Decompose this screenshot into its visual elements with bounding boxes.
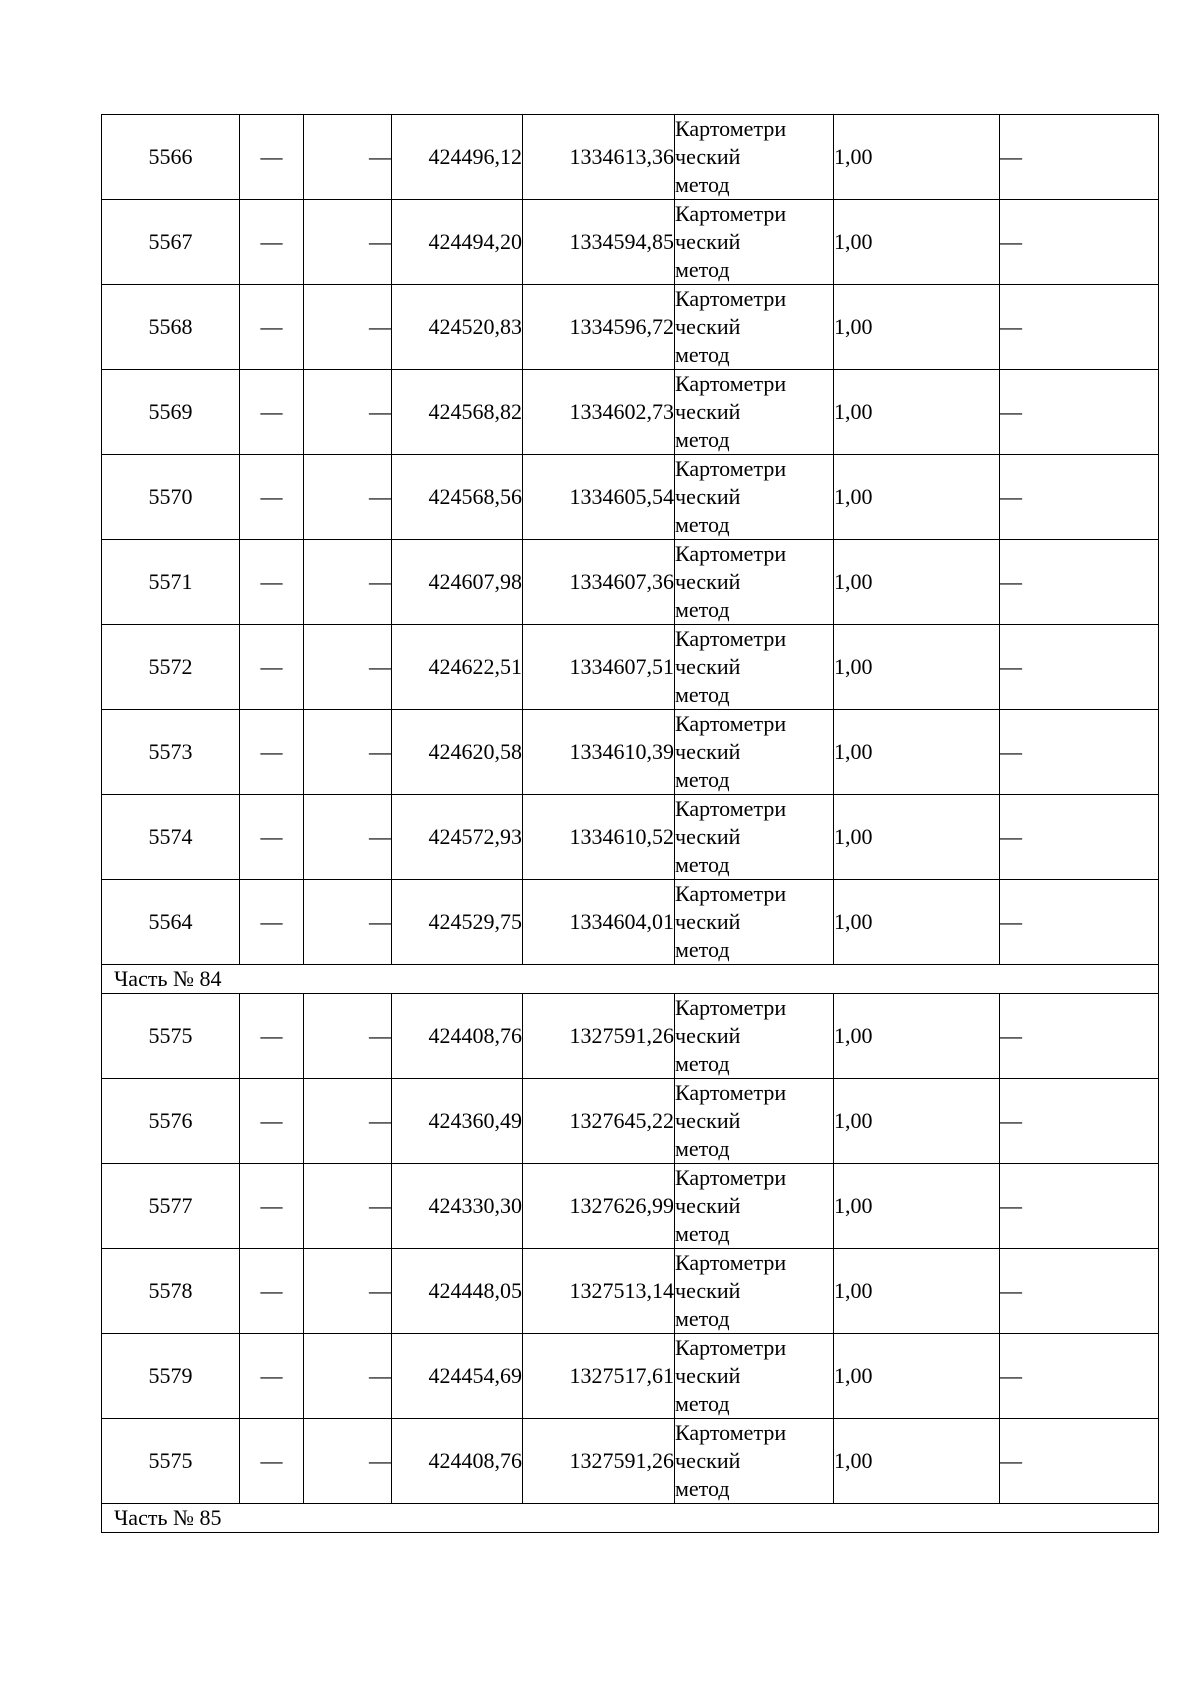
accuracy-value: 1,00 xyxy=(834,1164,1000,1249)
old-y-cell: — xyxy=(304,994,392,1079)
description-cell: — xyxy=(1000,285,1159,370)
point-number: 5577 xyxy=(102,1164,240,1249)
x-coordinate: 424568,56 xyxy=(392,455,523,540)
method-text-line: метод xyxy=(675,1221,730,1246)
old-y-cell: — xyxy=(304,285,392,370)
x-coordinate: 424494,20 xyxy=(392,200,523,285)
accuracy-value: 1,00 xyxy=(834,115,1000,200)
description-cell: — xyxy=(1000,795,1159,880)
method-text-line: метод xyxy=(675,767,730,792)
old-y-cell: — xyxy=(304,370,392,455)
method-cell xyxy=(675,710,834,795)
description-cell: — xyxy=(1000,455,1159,540)
y-coordinate: 1334607,36 xyxy=(523,540,675,625)
method-text-line: метод xyxy=(675,937,730,962)
table-row xyxy=(102,880,1159,965)
method-cell xyxy=(675,115,834,200)
old-x-cell: — xyxy=(240,880,304,965)
accuracy-value: 1,00 xyxy=(834,710,1000,795)
x-coordinate: 424529,75 xyxy=(392,880,523,965)
old-y-cell: — xyxy=(304,1079,392,1164)
x-coordinate: 424620,58 xyxy=(392,710,523,795)
accuracy-value: 1,00 xyxy=(834,370,1000,455)
table-row xyxy=(102,370,1159,455)
method-text-line: метод xyxy=(675,1476,730,1501)
method-text-line: ческий xyxy=(675,1108,741,1133)
method-text-line: метод xyxy=(675,682,730,707)
method-text-line: ческий xyxy=(675,1023,741,1048)
part-label: Часть № 85 xyxy=(102,1504,1159,1533)
method-text-line: Картометри xyxy=(675,626,787,651)
method-cell xyxy=(675,880,834,965)
point-number: 5568 xyxy=(102,285,240,370)
table-row xyxy=(102,115,1159,200)
table-row xyxy=(102,710,1159,795)
method-text-line: метод xyxy=(675,172,730,197)
x-coordinate: 424572,93 xyxy=(392,795,523,880)
accuracy-value: 1,00 xyxy=(834,625,1000,710)
method-cell xyxy=(675,455,834,540)
method-text-line: Картометри xyxy=(675,995,787,1020)
accuracy-value: 1,00 xyxy=(834,285,1000,370)
description-cell: — xyxy=(1000,1249,1159,1334)
method-cell xyxy=(675,994,834,1079)
old-x-cell: — xyxy=(240,200,304,285)
description-cell: — xyxy=(1000,880,1159,965)
y-coordinate: 1327645,22 xyxy=(523,1079,675,1164)
old-x-cell: — xyxy=(240,710,304,795)
table-body xyxy=(102,115,1159,1533)
method-text-line: метод xyxy=(675,512,730,537)
x-coordinate: 424360,49 xyxy=(392,1079,523,1164)
method-text-line: Картометри xyxy=(675,541,787,566)
table-row xyxy=(102,1164,1159,1249)
table-row xyxy=(102,1334,1159,1419)
method-text-line: Картометри xyxy=(675,116,787,141)
method-text-line: Картометри xyxy=(675,371,787,396)
description-cell: — xyxy=(1000,710,1159,795)
description-cell: — xyxy=(1000,994,1159,1079)
method-text-line: Картометри xyxy=(675,1165,787,1190)
y-coordinate: 1327591,26 xyxy=(523,1419,675,1504)
y-coordinate: 1334610,52 xyxy=(523,795,675,880)
method-text-line: метод xyxy=(675,427,730,452)
y-coordinate: 1334613,36 xyxy=(523,115,675,200)
x-coordinate: 424454,69 xyxy=(392,1334,523,1419)
old-y-cell: — xyxy=(304,455,392,540)
method-cell xyxy=(675,1079,834,1164)
method-cell xyxy=(675,1334,834,1419)
old-y-cell: — xyxy=(304,1164,392,1249)
old-x-cell: — xyxy=(240,994,304,1079)
point-number: 5578 xyxy=(102,1249,240,1334)
old-y-cell: — xyxy=(304,200,392,285)
method-text-line: Картометри xyxy=(675,1420,787,1445)
y-coordinate: 1327626,99 xyxy=(523,1164,675,1249)
method-cell xyxy=(675,200,834,285)
old-x-cell: — xyxy=(240,625,304,710)
y-coordinate: 1334594,85 xyxy=(523,200,675,285)
old-y-cell: — xyxy=(304,625,392,710)
method-text-line: метод xyxy=(675,852,730,877)
method-text-line: Картометри xyxy=(675,1250,787,1275)
table-row xyxy=(102,285,1159,370)
old-y-cell: — xyxy=(304,880,392,965)
method-text-line: ческий xyxy=(675,909,741,934)
method-text-line: Картометри xyxy=(675,881,787,906)
old-x-cell: — xyxy=(240,1419,304,1504)
method-cell xyxy=(675,795,834,880)
method-text-line: ческий xyxy=(675,824,741,849)
description-cell: — xyxy=(1000,1164,1159,1249)
method-text-line: ческий xyxy=(675,739,741,764)
point-number: 5567 xyxy=(102,200,240,285)
x-coordinate: 424330,30 xyxy=(392,1164,523,1249)
description-cell: — xyxy=(1000,1419,1159,1504)
y-coordinate: 1327591,26 xyxy=(523,994,675,1079)
part-header-row xyxy=(102,965,1159,994)
description-cell: — xyxy=(1000,200,1159,285)
point-number: 5574 xyxy=(102,795,240,880)
description-cell: — xyxy=(1000,625,1159,710)
part-header-row xyxy=(102,1504,1159,1533)
y-coordinate: 1334604,01 xyxy=(523,880,675,965)
method-text-line: Картометри xyxy=(675,1335,787,1360)
accuracy-value: 1,00 xyxy=(834,1419,1000,1504)
accuracy-value: 1,00 xyxy=(834,200,1000,285)
old-y-cell: — xyxy=(304,540,392,625)
y-coordinate: 1327513,14 xyxy=(523,1249,675,1334)
method-text-line: ческий xyxy=(675,1448,741,1473)
description-cell: — xyxy=(1000,115,1159,200)
method-text-line: ческий xyxy=(675,569,741,594)
old-x-cell: — xyxy=(240,1164,304,1249)
x-coordinate: 424622,51 xyxy=(392,625,523,710)
description-cell: — xyxy=(1000,370,1159,455)
old-y-cell: — xyxy=(304,795,392,880)
table-row xyxy=(102,625,1159,710)
method-cell xyxy=(675,1419,834,1504)
point-number: 5572 xyxy=(102,625,240,710)
method-text-line: метод xyxy=(675,1391,730,1416)
point-number: 5575 xyxy=(102,994,240,1079)
y-coordinate: 1334610,39 xyxy=(523,710,675,795)
point-number: 5569 xyxy=(102,370,240,455)
x-coordinate: 424408,76 xyxy=(392,994,523,1079)
method-text-line: Картометри xyxy=(675,286,787,311)
old-x-cell: — xyxy=(240,1079,304,1164)
point-number: 5566 xyxy=(102,115,240,200)
old-x-cell: — xyxy=(240,1334,304,1419)
point-number: 5564 xyxy=(102,880,240,965)
method-cell xyxy=(675,625,834,710)
method-text-line: ческий xyxy=(675,229,741,254)
method-text-line: метод xyxy=(675,257,730,282)
accuracy-value: 1,00 xyxy=(834,880,1000,965)
old-y-cell: — xyxy=(304,1419,392,1504)
accuracy-value: 1,00 xyxy=(834,1249,1000,1334)
x-coordinate: 424568,82 xyxy=(392,370,523,455)
table-row xyxy=(102,1249,1159,1334)
method-text-line: метод xyxy=(675,1306,730,1331)
point-number: 5576 xyxy=(102,1079,240,1164)
method-cell xyxy=(675,285,834,370)
method-text-line: метод xyxy=(675,1051,730,1076)
accuracy-value: 1,00 xyxy=(834,795,1000,880)
table-row xyxy=(102,1419,1159,1504)
accuracy-value: 1,00 xyxy=(834,1334,1000,1419)
y-coordinate: 1334607,51 xyxy=(523,625,675,710)
method-text-line: ческий xyxy=(675,1363,741,1388)
point-number: 5579 xyxy=(102,1334,240,1419)
method-text-line: ческий xyxy=(675,484,741,509)
table-row xyxy=(102,795,1159,880)
method-text-line: Картометри xyxy=(675,201,787,226)
method-text-line: ческий xyxy=(675,654,741,679)
method-text-line: метод xyxy=(675,1136,730,1161)
method-text-line: ческий xyxy=(675,1278,741,1303)
x-coordinate: 424496,12 xyxy=(392,115,523,200)
method-cell xyxy=(675,540,834,625)
description-cell: — xyxy=(1000,1334,1159,1419)
description-cell: — xyxy=(1000,1079,1159,1164)
method-text-line: ческий xyxy=(675,399,741,424)
y-coordinate: 1334596,72 xyxy=(523,285,675,370)
method-cell xyxy=(675,1249,834,1334)
x-coordinate: 424520,83 xyxy=(392,285,523,370)
table-row xyxy=(102,455,1159,540)
method-text-line: Картометри xyxy=(675,711,787,736)
point-number: 5570 xyxy=(102,455,240,540)
x-coordinate: 424448,05 xyxy=(392,1249,523,1334)
y-coordinate: 1334605,54 xyxy=(523,455,675,540)
x-coordinate: 424408,76 xyxy=(392,1419,523,1504)
method-text-line: Картометри xyxy=(675,1080,787,1105)
method-text-line: ческий xyxy=(675,1193,741,1218)
method-cell xyxy=(675,370,834,455)
old-x-cell: — xyxy=(240,285,304,370)
x-coordinate: 424607,98 xyxy=(392,540,523,625)
table-row xyxy=(102,1079,1159,1164)
description-cell: — xyxy=(1000,540,1159,625)
method-text-line: Картометри xyxy=(675,456,787,481)
old-x-cell: — xyxy=(240,540,304,625)
table-row xyxy=(102,540,1159,625)
old-x-cell: — xyxy=(240,115,304,200)
point-number: 5575 xyxy=(102,1419,240,1504)
old-y-cell: — xyxy=(304,1249,392,1334)
old-y-cell: — xyxy=(304,115,392,200)
old-x-cell: — xyxy=(240,370,304,455)
table-row xyxy=(102,994,1159,1079)
method-text-line: ческий xyxy=(675,144,741,169)
old-x-cell: — xyxy=(240,1249,304,1334)
accuracy-value: 1,00 xyxy=(834,994,1000,1079)
accuracy-value: 1,00 xyxy=(834,455,1000,540)
method-text-line: метод xyxy=(675,597,730,622)
y-coordinate: 1327517,61 xyxy=(523,1334,675,1419)
old-x-cell: — xyxy=(240,795,304,880)
old-y-cell: — xyxy=(304,1334,392,1419)
coordinates-table xyxy=(101,114,1159,1533)
accuracy-value: 1,00 xyxy=(834,540,1000,625)
accuracy-value: 1,00 xyxy=(834,1079,1000,1164)
part-label: Часть № 84 xyxy=(102,965,1159,994)
point-number: 5571 xyxy=(102,540,240,625)
y-coordinate: 1334602,73 xyxy=(523,370,675,455)
method-text-line: метод xyxy=(675,342,730,367)
table-row xyxy=(102,200,1159,285)
method-text-line: ческий xyxy=(675,314,741,339)
method-text-line: Картометри xyxy=(675,796,787,821)
point-number: 5573 xyxy=(102,710,240,795)
method-cell xyxy=(675,1164,834,1249)
old-y-cell: — xyxy=(304,710,392,795)
old-x-cell: — xyxy=(240,455,304,540)
